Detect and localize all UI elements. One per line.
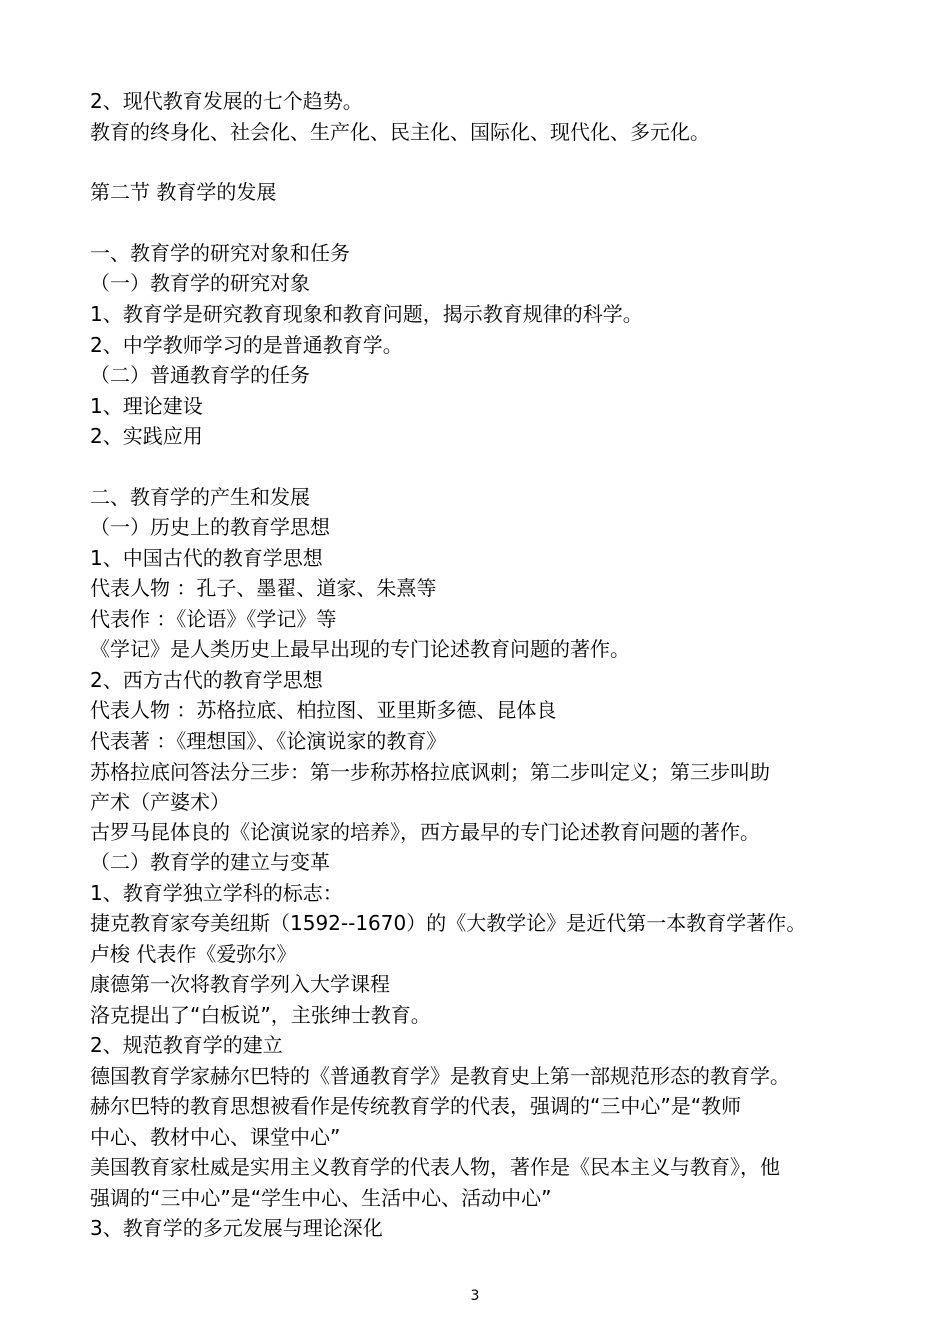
section-heading: 一、教育学的研究对象和任务 — [90, 241, 350, 265]
text-line: 2、西方古代的教育学思想 — [90, 668, 323, 692]
text-line: 古罗马昆体良的《论演说家的培养》，西方最早的专门论述教育问题的著作。 — [90, 820, 760, 844]
text-line: 1、理论建设 — [90, 394, 203, 418]
text-line: 1、中国古代的教育学思想 — [90, 546, 323, 570]
text-line: 康德第一次将教育学列入大学课程 — [90, 972, 390, 996]
text-line: 代表人物 ：苏格拉底、柏拉图、亚里斯多德、昆体良 — [90, 698, 557, 722]
text-line: 卢梭 代表作《爱弥尔》 — [90, 942, 297, 966]
section-heading: 二、教育学的产生和发展 — [90, 485, 310, 509]
text-line: 产术（产婆术） — [90, 790, 230, 814]
text-line: 2、实践应用 — [90, 424, 203, 448]
text-line: 2、现代教育发展的七个趋势。 — [90, 89, 363, 113]
text-line: 1、教育学独立学科的标志： — [90, 881, 343, 905]
text-line: （一）历史上的教育学思想 — [90, 515, 330, 539]
text-line: 3、教育学的多元发展与理论深化 — [90, 1216, 383, 1240]
section-heading: 第二节 教育学的发展 — [90, 180, 277, 204]
text-line: （二）教育学的建立与变革 — [90, 850, 330, 874]
text-line: 代表作 ：《论语》《学记》等 — [90, 607, 337, 631]
text-line: 中心、教材中心、课堂中心” — [90, 1125, 341, 1149]
text-line: 《学记》是人类历史上最早出现的专门论述教育问题的著作。 — [90, 637, 630, 661]
text-line: 洛克提出了“白板说”，主张绅士教育。 — [90, 1003, 431, 1027]
text-line: （二）普通教育学的任务 — [90, 363, 310, 387]
text-line: 1、教育学是研究教育现象和教育问题，揭示教育规律的科学。 — [90, 302, 643, 326]
text-line: 德国教育学家赫尔巴特的《普通教育学》是教育史上第一部规范形态的教育学。 — [90, 1064, 790, 1088]
text-line: 代表人物 ：孔子、墨翟、道家、朱熹等 — [90, 576, 437, 600]
text-line: 捷克教育家夸美纽斯（1592--1670）的《大教学论》是近代第一本教育学著作。 — [90, 911, 807, 935]
text-line: 2、规范教育学的建立 — [90, 1033, 283, 1057]
text-line: 苏格拉底问答法分三步：第一步称苏格拉底讽刺；第二步叫定义；第三步叫助 — [90, 760, 770, 784]
text-line: 美国教育家杜威是实用主义教育学的代表人物，著作是《民本主义与教育》，他 — [90, 1155, 780, 1179]
text-line: 代表著 ：《理想国》、《论演说家的教育》 — [90, 729, 447, 753]
text-line: （一）教育学的研究对象 — [90, 271, 310, 295]
text-line: 教育的终身化、社会化、生产化、民主化、国际化、现代化、多元化。 — [90, 120, 710, 144]
text-line: 强调的“三中心”是“学生中心、生活中心、活动中心” — [90, 1186, 552, 1210]
text-line: 赫尔巴特的教育思想被看作是传统教育学的代表，强调的“三中心”是“教师 — [90, 1094, 742, 1118]
page-number: 3 — [470, 1288, 480, 1304]
text-line: 2、中学教师学习的是普通教育学。 — [90, 333, 403, 357]
